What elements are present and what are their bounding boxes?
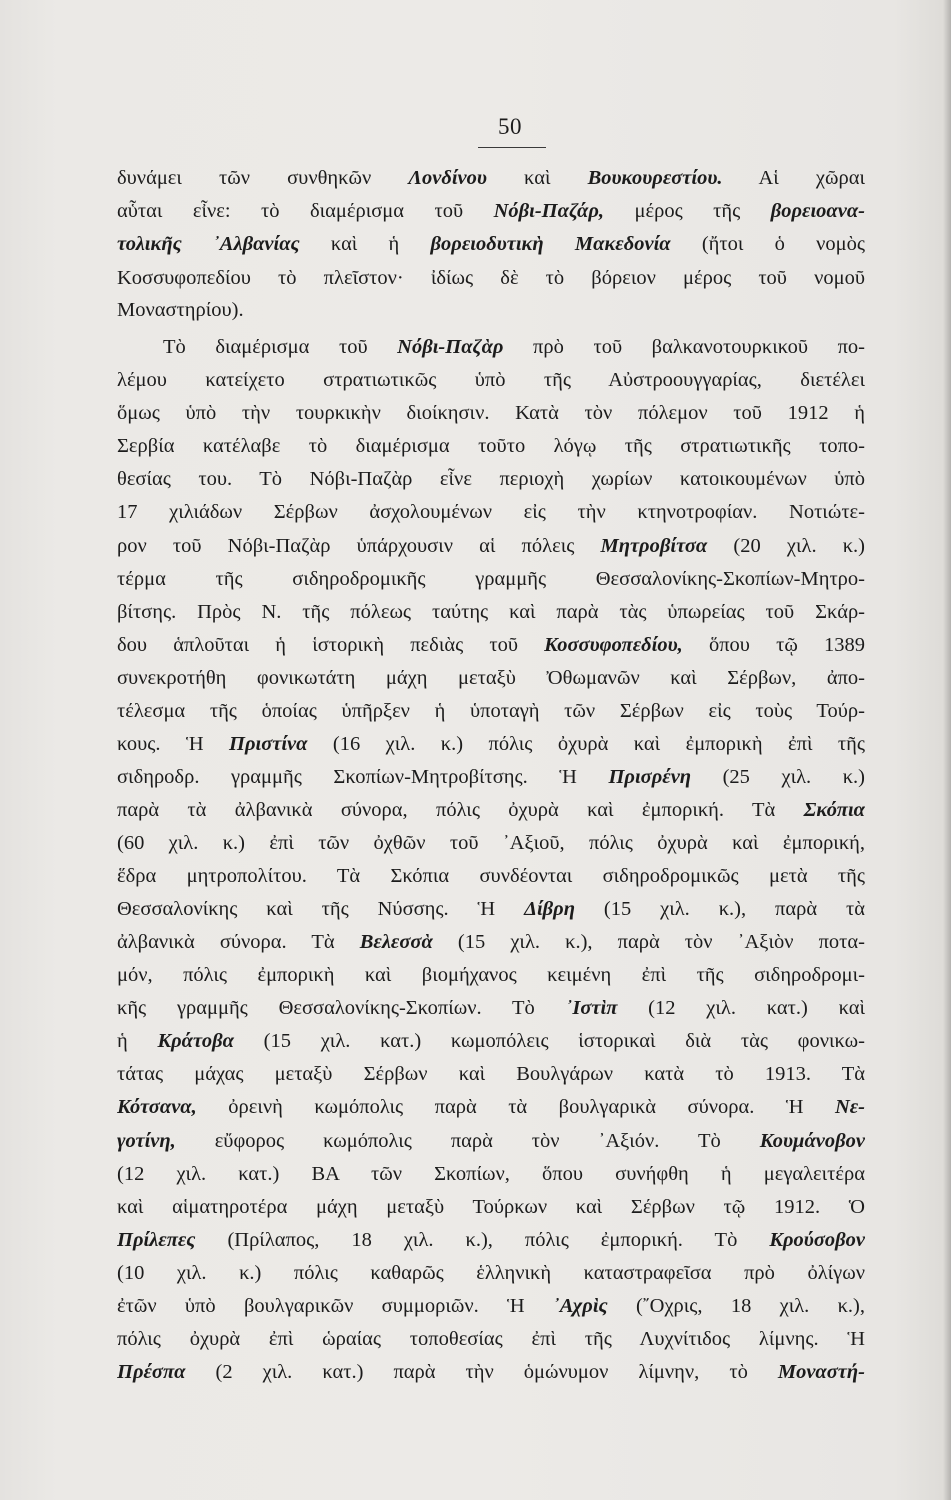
text-line [117,364,865,396]
text-line [117,463,865,495]
text-line [117,1125,865,1157]
bold-place-name: Μητροβίτσα [600,535,708,557]
text-run: τέρμα τῆς σιδηροδρομικῆς γραμμῆς Θεσσαλονίκης-Σκοπίων-Μητρο- [117,568,865,590]
text-line [117,761,865,793]
bold-place-name: Κότσανα, [117,1096,197,1118]
text-run: (12 χιλ. κατ.) ΒΑ τῶν Σκοπίων, ὅπου συνήφθη ἡ μεγαλειτέρα [117,1163,865,1185]
bold-place-name: τολικῆς ᾿Αλβανίας [117,233,300,255]
text-run: 17 χιλιάδων Σέρβων ἀσχολουμένων εἰς τὴν κτηνοτροφίαν. Νοτιώτε- [117,501,865,523]
text-line [117,1290,865,1322]
text-run: αὗται εἶνε: τὸ διαμέρισμα τοῦ [117,200,494,222]
text-run: (῎Οχρις, 18 χιλ. κ.), [607,1295,865,1317]
text-line [117,695,865,727]
bold-place-name: Κουμάνοβον [759,1130,865,1152]
text-line [117,992,865,1024]
text-run: πρὸ τοῦ βαλκανοτουρκικοῦ πο- [503,336,865,358]
text-line [117,1257,865,1289]
bold-place-name: βορειοανα- [770,200,865,222]
text-run: (2 χιλ. κατ.) παρὰ τὴν ὁμώνυμον λίμνην, τὸ [185,1361,778,1383]
text-run: δυνάμει τῶν συνθηκῶν [117,167,409,189]
text-run: τάτας μάχας μεταξὺ Σέρβων καὶ Βουλγάρων κατὰ τὸ 1913. Τὰ [117,1063,865,1085]
text-run: μόν, πόλις ἐμπορικὴ καὶ βιομήχανος κειμένη ἐπὶ τῆς σιδηροδρομι- [117,964,865,986]
bold-place-name: Νόβι-Παζὰρ [397,336,504,358]
text-line [117,1323,865,1355]
bold-place-name: Πρέσπα [117,1361,186,1383]
bold-place-name: Βουκουρεστίου. [587,167,723,189]
text-run: κῆς γραμμῆς Θεσσαλονίκης-Σκοπίων. Τὸ [117,997,566,1019]
text-run: μέρος τῆς [604,200,771,222]
text-run: τέλεσμα τῆς ὁποίας ὑπῆρξεν ἡ ὑποταγὴ τῶν Σέρβων εἰς τοὺς Τούρ- [117,700,865,722]
text-line [117,794,865,826]
text-run: (15 χιλ. κ.), παρὰ τὰ [574,898,865,920]
text-run: Κοσσυφοπεδίου τὸ πλεῖστον· ἰδίως δὲ τὸ βόρειον μέρος τοῦ νομοῦ [117,267,865,289]
text-line [117,662,865,694]
text-line [117,397,865,429]
text-run: ἕδρα μητροπολίτου. Τὰ Σκόπια συνδέονται σιδηροδρομικῶς μετὰ τῆς [117,865,865,887]
text-run: παρὰ τὰ ἀλβανικὰ σύνορα, πόλις ὀχυρὰ καὶ ἐμπορική. Τὰ [117,799,804,821]
text-line [117,162,865,194]
bold-place-name: ᾿Αχρὶς [552,1295,608,1317]
text-run: εὔφορος κωμόπολις παρὰ τὸν ᾿Αξιόν. Τὸ [175,1130,760,1152]
text-line [117,860,865,892]
bold-place-name: Πριστίνα [229,733,308,755]
bold-place-name: Σκόπια [803,799,865,821]
text-run: θεσίας του. Τὸ Νόβι-Παζὰρ εἶνε περιοχὴ χωρίων κατοικουμένων ὑπὸ [117,468,865,490]
text-run: Αἱ χῶραι [722,167,865,189]
text-run: κους. Ἡ [117,733,229,755]
text-run: καὶ ἡ [299,233,431,255]
text-run: δου ἁπλοῦται ἡ ἱστορικὴ πεδιὰς τοῦ [117,634,545,656]
bold-place-name: Βελεσσὰ [359,931,433,953]
bold-place-name: Δίβρη [524,898,575,920]
text-run: ἀλβανικὰ σύνορα. Τὰ [117,931,360,953]
text-run: (60 χιλ. κ.) ἐπὶ τῶν ὀχθῶν τοῦ ᾿Αξιοῦ, πόλις ὀχυρὰ καὶ ἐμπορική, [117,832,865,854]
text-run: καὶ αἱματηροτέρα μάχη μεταξὺ Τούρκων καὶ Σέρβων τῷ 1912. Ὁ [117,1196,865,1218]
text-line [117,1191,865,1223]
text-run: (15 χιλ. κ.), παρὰ τὸν ᾿Αξιὸν ποτα- [432,931,865,953]
text-run: ἡ [117,1030,158,1052]
text-line [117,827,865,859]
bold-place-name: γοτίνη, [117,1130,176,1152]
text-line [117,294,865,326]
text-line [117,926,865,958]
text-line [117,262,865,294]
text-line [117,1091,865,1123]
text-run: ὀρεινὴ κωμόπολις παρὰ τὰ βουλγαρικὰ σύνορα. Ἡ [196,1096,835,1118]
bold-place-name: Νε- [834,1096,865,1118]
text-line [117,1058,865,1090]
page-number: 50 [498,114,522,139]
text-line [117,959,865,991]
text-run: λέμου κατείχετο στρατιωτικῶς ὑπὸ τῆς Αὐστροουγγαρίας, διετέλει [117,369,865,391]
text-run: σιδηροδρ. γραμμῆς Σκοπίων-Μητροβίτσης. Ἡ [117,766,609,788]
text-line [117,1224,865,1256]
text-run: (Πρίλαπος, 18 χιλ. κ.), πόλις ἐμπορική. Τὸ [195,1229,770,1251]
text-run: βίτσης. Πρὸς Ν. τῆς πόλεως ταύτης καὶ παρὰ τὰς ὑπωρείας τοῦ Σκάρ- [117,601,865,623]
text-run: Θεσσαλονίκης καὶ τῆς Νύσσης. Ἡ [117,898,525,920]
text-run: Μοναστηρίου). [117,299,244,321]
bold-place-name: Κρούσοβον [769,1229,865,1251]
text-run: ὅπου τῷ 1389 [682,634,865,656]
text-run: (ἤτοι ὁ νομὸς [670,233,865,255]
bold-place-name: Λονδίνου [408,167,487,189]
text-line [117,228,865,260]
text-run: ἐτῶν ὑπὸ βουλγαρικῶν συμμοριῶν. Ἡ [117,1295,553,1317]
text-run: καὶ [486,167,588,189]
bold-place-name: Κράτοβα [157,1030,234,1052]
text-line [117,496,865,528]
text-line [117,893,865,925]
text-line [117,430,865,462]
text-run: (10 χιλ. κ.) πόλις καθαρῶς ἑλληνικὴ καταστραφεῖσα πρὸ ὀλίγων [117,1262,865,1284]
text-line [117,195,865,227]
text-line [117,530,865,562]
bold-place-name: Κοσσυφοπεδίου, [544,634,683,656]
text-run: (20 χιλ. κ.) [707,535,865,557]
text-run: (12 χιλ. κατ.) καὶ [617,997,865,1019]
bold-place-name: βορειοδυτικὴ Μακεδονία [430,233,671,255]
text-line [117,563,865,595]
bold-place-name: Μοναστή- [777,1361,865,1383]
text-line [117,1356,865,1388]
text-run: πόλις ὀχυρὰ ἐπὶ ὡραίας τοποθεσίας ἐπὶ τῆς Λυχνίτιδος λίμνης. Ἡ [117,1328,865,1350]
text-line [117,629,865,661]
text-line [117,1158,865,1190]
text-line [117,1025,865,1057]
text-run: ρον τοῦ Νόβι-Παζὰρ ὑπάρχουσιν αἱ πόλεις [117,535,601,557]
text-line [117,596,865,628]
text-line [163,331,865,363]
text-run: συνεκροτήθη φονικωτάτη μάχη μεταξὺ Ὀθωμανῶν καὶ Σέρβων, ἀπο- [117,667,865,689]
text-run: (16 χιλ. κ.) πόλις ὀχυρὰ καὶ ἐμπορικὴ ἐπὶ τῆς [307,733,865,755]
text-run: (15 χιλ. κατ.) κωμοπόλεις ἱστορικαὶ διὰ τὰς φονικω- [233,1030,865,1052]
bold-place-name: ᾿Ιστὶπ [565,997,618,1019]
bold-place-name: Νόβι-Παζάρ, [493,200,605,222]
bold-place-name: Πρίλεπες [117,1229,196,1251]
text-run: Τὸ διαμέρισμα τοῦ [163,336,398,358]
bold-place-name: Πρισρένη [608,766,692,788]
text-line [117,728,865,760]
text-run: (25 χιλ. κ.) [691,766,865,788]
text-run: ὅμως ὑπὸ τὴν τουρκικὴν διοίκησιν. Κατὰ τὸν πόλεμον τοῦ 1912 ἡ [117,402,865,424]
text-run: Σερβία κατέλαβε τὸ διαμέρισμα τοῦτο λόγῳ τῆς στρατιωτικῆς τοπο- [117,435,865,457]
